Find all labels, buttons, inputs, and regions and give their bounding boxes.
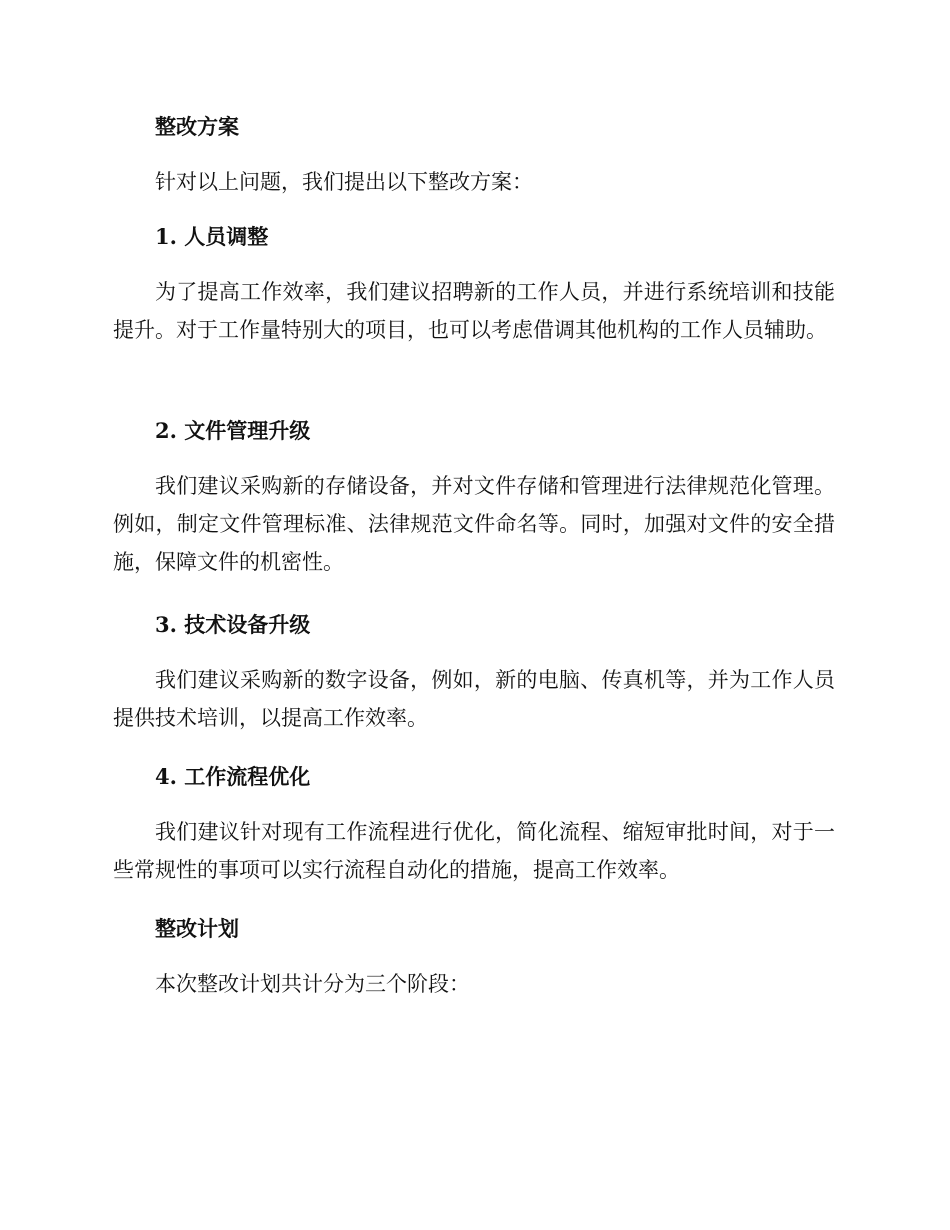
paragraph-file-management: 我们建议采购新的存储设备，并对文件存储和管理进行法律规范化管理。例如，制定文件管理标准、法律规范文件命名等。同时，加强对文件的安全措施，保障文件的机密性。: [113, 474, 835, 574]
section-heading-rectification-plan: 整改方案: [155, 114, 239, 139]
paragraph-intro: 针对以上问题，我们提出以下整改方案：: [155, 170, 533, 194]
section-heading-file-management: 2. 文件管理升级: [155, 418, 311, 443]
section-heading-rectification-schedule: 整改计划: [155, 916, 239, 941]
paragraph-schedule-intro: 本次整改计划共计分为三个阶段：: [155, 972, 470, 996]
paragraph-tech-equipment: 我们建议采购新的数字设备，例如，新的电脑、传真机等，并为工作人员提供技术培训，以提高工作效率。: [113, 668, 835, 730]
paragraph-staff-adjustment: 为了提高工作效率，我们建议招聘新的工作人员，并进行系统培训和技能提升。对于工作量特别大的项目，也可以考虑借调其他机构的工作人员辅助。: [113, 280, 835, 342]
paragraph-workflow-optimization: 我们建议针对现有工作流程进行优化，简化流程、缩短审批时间，对于一些常规性的事项可以实行流程自动化的措施，提高工作效率。: [113, 820, 835, 882]
section-heading-staff-adjustment: 1. 人员调整: [155, 224, 269, 249]
section-heading-tech-equipment: 3. 技术设备升级: [155, 612, 311, 637]
section-heading-workflow-optimization: 4. 工作流程优化: [155, 764, 311, 789]
